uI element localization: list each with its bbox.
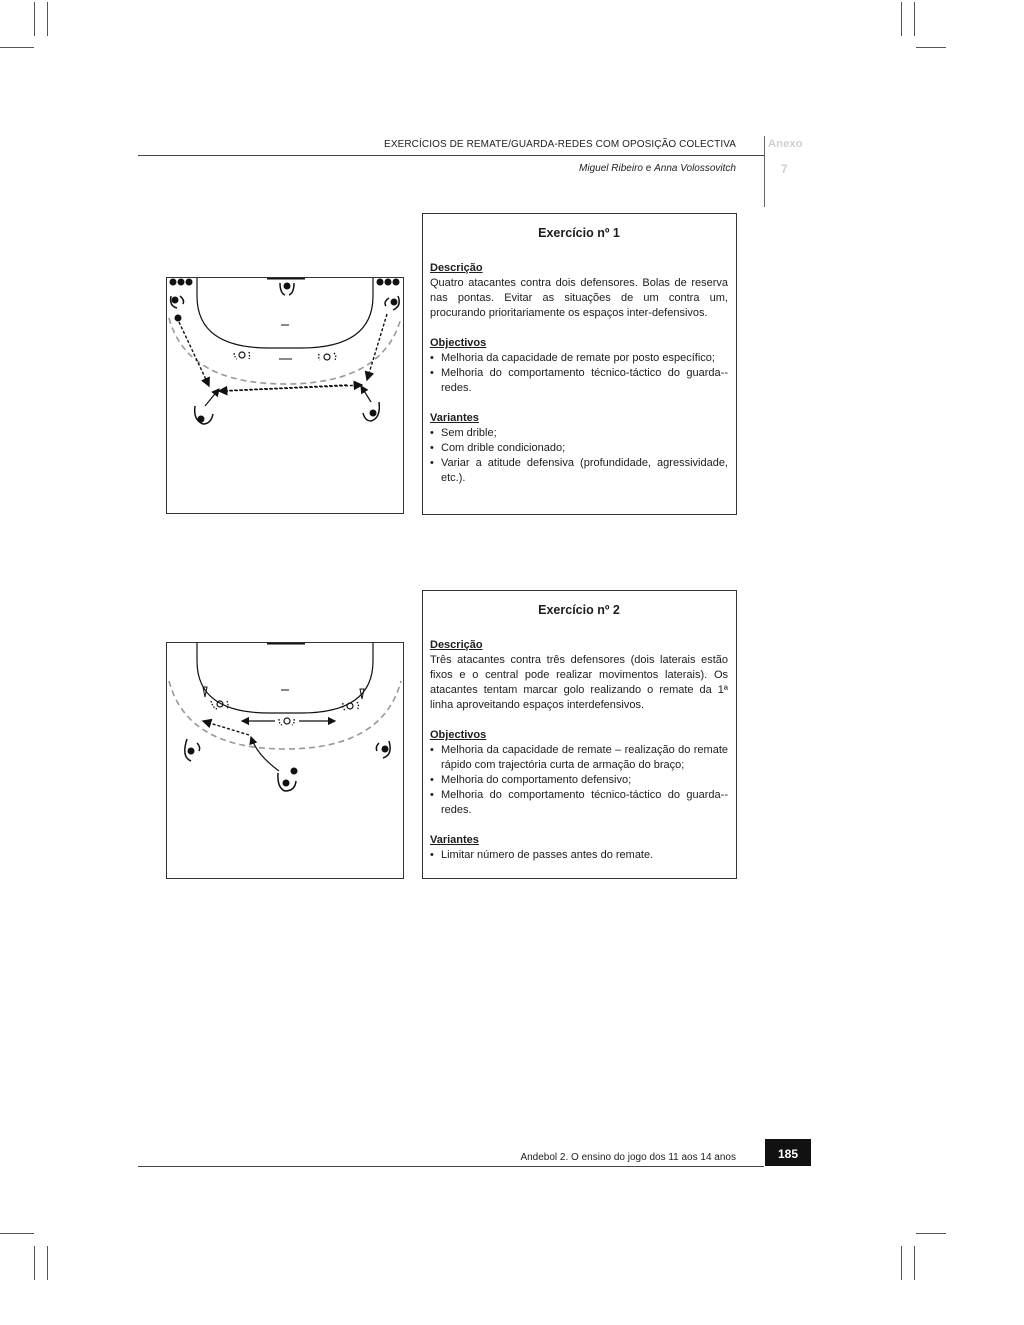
exercise-1-objectives-heading: Objectivos bbox=[430, 337, 487, 349]
crop-mark bbox=[914, 1246, 915, 1280]
goalkeeper bbox=[280, 283, 294, 296]
footer-rule bbox=[138, 1166, 764, 1167]
crop-mark bbox=[47, 1246, 48, 1280]
list-item: • Limitar número de passes antes do remate. bbox=[430, 848, 728, 863]
annex-divider bbox=[764, 136, 765, 207]
movement-arrow bbox=[361, 386, 371, 402]
exercise-1-panel bbox=[422, 213, 737, 515]
page-number: 185 bbox=[765, 1139, 811, 1166]
exercise-2-objectives-list bbox=[430, 743, 728, 818]
attacker-right-back bbox=[363, 402, 379, 421]
exercise-2-court-diagram bbox=[166, 642, 404, 879]
exercise-2-description-heading: Descrição bbox=[430, 639, 483, 651]
attacker-center-back bbox=[278, 768, 298, 792]
crop-mark bbox=[34, 1246, 35, 1280]
exercise-1-variants-heading: Variantes bbox=[430, 412, 479, 424]
list-item: • Variar a atitude defensiva (profundidade, agressividade, etc.). bbox=[430, 456, 728, 486]
attacker-left-back bbox=[185, 739, 200, 761]
court-1-svg bbox=[167, 278, 403, 513]
attacker-right-back bbox=[376, 741, 390, 758]
pass-arrow bbox=[367, 314, 387, 380]
crop-mark bbox=[916, 47, 946, 48]
authors-line bbox=[140, 163, 736, 174]
list-item: • Com drible condicionado; bbox=[430, 441, 728, 456]
crop-mark bbox=[914, 2, 915, 36]
defender-left bbox=[234, 352, 250, 359]
cone-left bbox=[203, 687, 207, 697]
pass-arrow bbox=[179, 322, 209, 386]
annex-number: 7 bbox=[781, 162, 788, 176]
ball-reserve-right bbox=[377, 279, 400, 286]
goal-area-line bbox=[197, 643, 373, 713]
exercise-1-objectives-list bbox=[430, 351, 728, 396]
running-title: EXERCÍCIOS DE REMATE/GUARDA-REDES COM OPOSIÇÃO COLECTIVA bbox=[384, 139, 736, 150]
court-2-svg bbox=[167, 643, 403, 878]
crop-mark bbox=[0, 1233, 34, 1234]
defender-right bbox=[319, 353, 336, 360]
pass-arrow bbox=[203, 721, 249, 735]
list-item: • Melhoria do comportamento técnico-táctico do guarda--redes. bbox=[430, 788, 728, 818]
list-item: • Melhoria do comportamento defensivo; bbox=[430, 773, 728, 788]
attacker-right-wing bbox=[385, 296, 399, 310]
exercise-1-court-diagram bbox=[166, 277, 404, 514]
header-rule bbox=[138, 155, 764, 156]
ball-reserve-left bbox=[170, 279, 193, 286]
crop-mark bbox=[34, 2, 35, 36]
exercise-2-objectives-heading: Objectivos bbox=[430, 729, 487, 741]
movement-arrow bbox=[251, 737, 279, 771]
exercise-1-description-heading: Descrição bbox=[430, 262, 483, 274]
movement-arrow bbox=[205, 389, 219, 406]
author-conjunction: e bbox=[642, 163, 655, 174]
list-item: • Sem drible; bbox=[430, 426, 728, 441]
list-item: • Melhoria do comportamento técnico-táctico do guarda--redes. bbox=[430, 366, 728, 396]
exercise-2-variants-heading: Variantes bbox=[430, 834, 479, 846]
defender-center bbox=[279, 718, 294, 725]
crop-mark bbox=[901, 2, 902, 36]
list-item: • Melhoria da capacidade de remate – realização do remate rápido com trajectória curta de armação do braço; bbox=[430, 743, 728, 773]
crop-mark bbox=[916, 1233, 946, 1234]
exercise-1-title: Exercício nº 1 bbox=[538, 226, 620, 240]
author-1: Miguel Ribeiro bbox=[579, 163, 643, 174]
annex-label: Anexo bbox=[768, 138, 803, 150]
attacker-left-back bbox=[195, 406, 213, 424]
attacker-left-wing bbox=[171, 296, 184, 322]
exercise-1-variants-list bbox=[430, 426, 728, 486]
list-item: • Melhoria da capacidade de remate por posto específico; bbox=[430, 351, 728, 366]
exercise-2-title: Exercício nº 2 bbox=[538, 603, 620, 617]
crop-mark bbox=[901, 1246, 902, 1280]
author-2: Anna Volossovitch bbox=[654, 163, 736, 174]
exercise-1-description: Quatro atacantes contra dois defensores. Bolas de reserva nas pontas. Evitar as situações de um contra um, procurando prioritariamente os espaços inter-defensivos. bbox=[430, 277, 728, 319]
crop-mark bbox=[47, 2, 48, 36]
exercise-2-variants-list bbox=[430, 848, 728, 863]
exercise-2-description: Três atacantes contra três defensores (dois laterais estão fixos e o central pode realizar movimentos laterais). Os atacantes tentam marcar golo realizando o remate da 1ª linha aproveitando espaços interdefensivos. bbox=[430, 654, 728, 711]
book-title: Andebol 2. O ensino do jogo dos 11 aos 14 anos bbox=[520, 1152, 736, 1163]
exercise-2-panel bbox=[422, 590, 737, 879]
crop-mark bbox=[0, 47, 34, 48]
